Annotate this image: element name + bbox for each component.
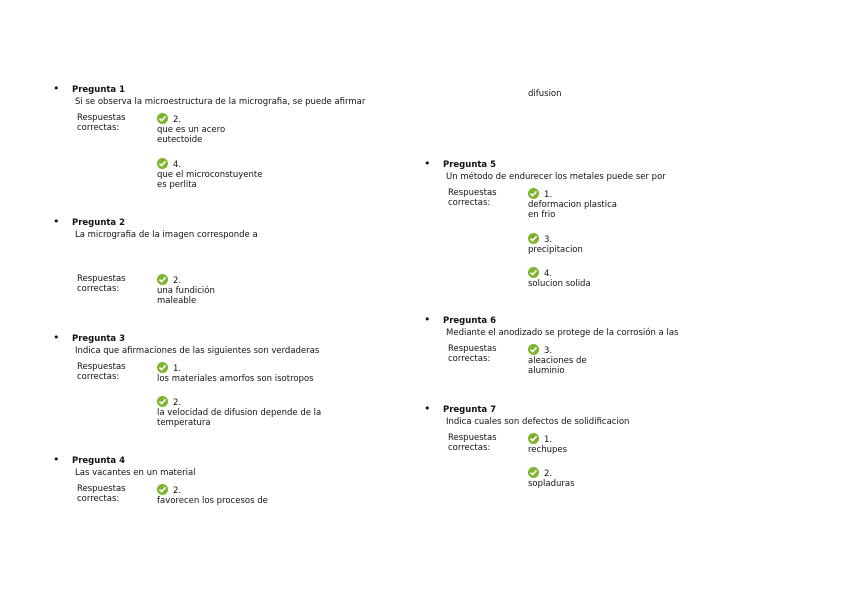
bullet: • (424, 313, 431, 326)
answer-number: 3. (544, 235, 553, 245)
check-icon (157, 158, 168, 169)
answer-text: que es un acero eutectoide (157, 125, 226, 145)
answer-number: 1. (173, 364, 182, 374)
bullet: • (53, 453, 60, 466)
check-icon (157, 396, 168, 407)
question-title: Pregunta 7 (443, 405, 497, 415)
question-text: Las vacantes en un material (75, 468, 196, 478)
answer-text: solucion solida (528, 279, 591, 289)
answer-number: 1. (544, 435, 553, 445)
check-icon (528, 433, 539, 444)
check-icon (157, 362, 168, 373)
answer-text: sopladuras (528, 479, 575, 489)
answer-number: 3. (544, 346, 553, 356)
answer-continuation: difusion (528, 89, 562, 99)
question-title: Pregunta 4 (72, 456, 126, 466)
answer-text: la velocidad de difusion depende de la temperatura (157, 408, 322, 428)
check-icon (157, 274, 168, 285)
answer-number: 2. (173, 115, 182, 125)
check-icon (528, 267, 539, 278)
answer-text: aleaciones de aluminio (528, 356, 587, 376)
answer-number: 4. (544, 269, 553, 279)
check-icon (528, 233, 539, 244)
question-1 (53, 82, 413, 195)
question-title: Pregunta 1 (72, 85, 126, 95)
answer-number: 2. (544, 469, 553, 479)
answer-number: 2. (173, 398, 182, 408)
answer-text: favorecen los procesos de (157, 496, 268, 506)
question-4 (53, 453, 413, 516)
question-title: Pregunta 2 (72, 218, 126, 228)
question-text: Si se observa la microestructura de la micrografia, se puede afirmar (75, 97, 366, 107)
bullet: • (53, 82, 60, 95)
answer-number: 1. (544, 190, 553, 200)
answers-label: Respuestas correctas: (77, 362, 126, 382)
question-text: Mediante el anodizado se protege de la corrosión a las (446, 328, 679, 338)
question-title: Pregunta 5 (443, 160, 497, 170)
question-6 (424, 313, 824, 386)
question-3 (53, 331, 413, 434)
answer-text: los materiales amorfos son isotropos (157, 374, 314, 384)
bullet: • (424, 402, 431, 415)
question-title: Pregunta 3 (72, 334, 126, 344)
bullet: • (53, 215, 60, 228)
check-icon (157, 484, 168, 495)
check-icon (157, 113, 168, 124)
answers-label: Respuestas correctas: (448, 433, 497, 453)
answers-label: Respuestas correctas: (77, 113, 126, 133)
bullet: • (424, 157, 431, 170)
answer-text: deformacion plastica en frio (528, 200, 617, 220)
answers-label: Respuestas correctas: (77, 484, 126, 504)
question-2 (53, 215, 413, 308)
answers-label: Respuestas correctas: (448, 344, 497, 364)
answer-number: 4. (173, 160, 182, 170)
answer-text: que el microconstuyente es perlita (157, 170, 263, 190)
answer-number: 2. (173, 276, 182, 286)
question-7 (424, 402, 824, 495)
bullet: • (53, 331, 60, 344)
question-5 (424, 157, 824, 290)
question-text: Un método de endurecer los metales puede ser por (446, 172, 666, 182)
question-text: Indica cuales son defectos de solidificacion (446, 417, 630, 427)
question-text: La micrografia de la imagen corresponde a (75, 230, 258, 240)
question-title: Pregunta 6 (443, 316, 497, 326)
answer-text: una fundición maleable (157, 286, 215, 306)
check-icon (528, 344, 539, 355)
answers-label: Respuestas correctas: (77, 274, 126, 294)
question-text: Indica que afirmaciones de las siguientes son verdaderas (75, 346, 320, 356)
answer-text: precipitacion (528, 245, 583, 255)
check-icon (528, 188, 539, 199)
answer-text: rechupes (528, 445, 568, 455)
check-icon (528, 467, 539, 478)
answer-number: 2. (173, 486, 182, 496)
answers-label: Respuestas correctas: (448, 188, 497, 208)
